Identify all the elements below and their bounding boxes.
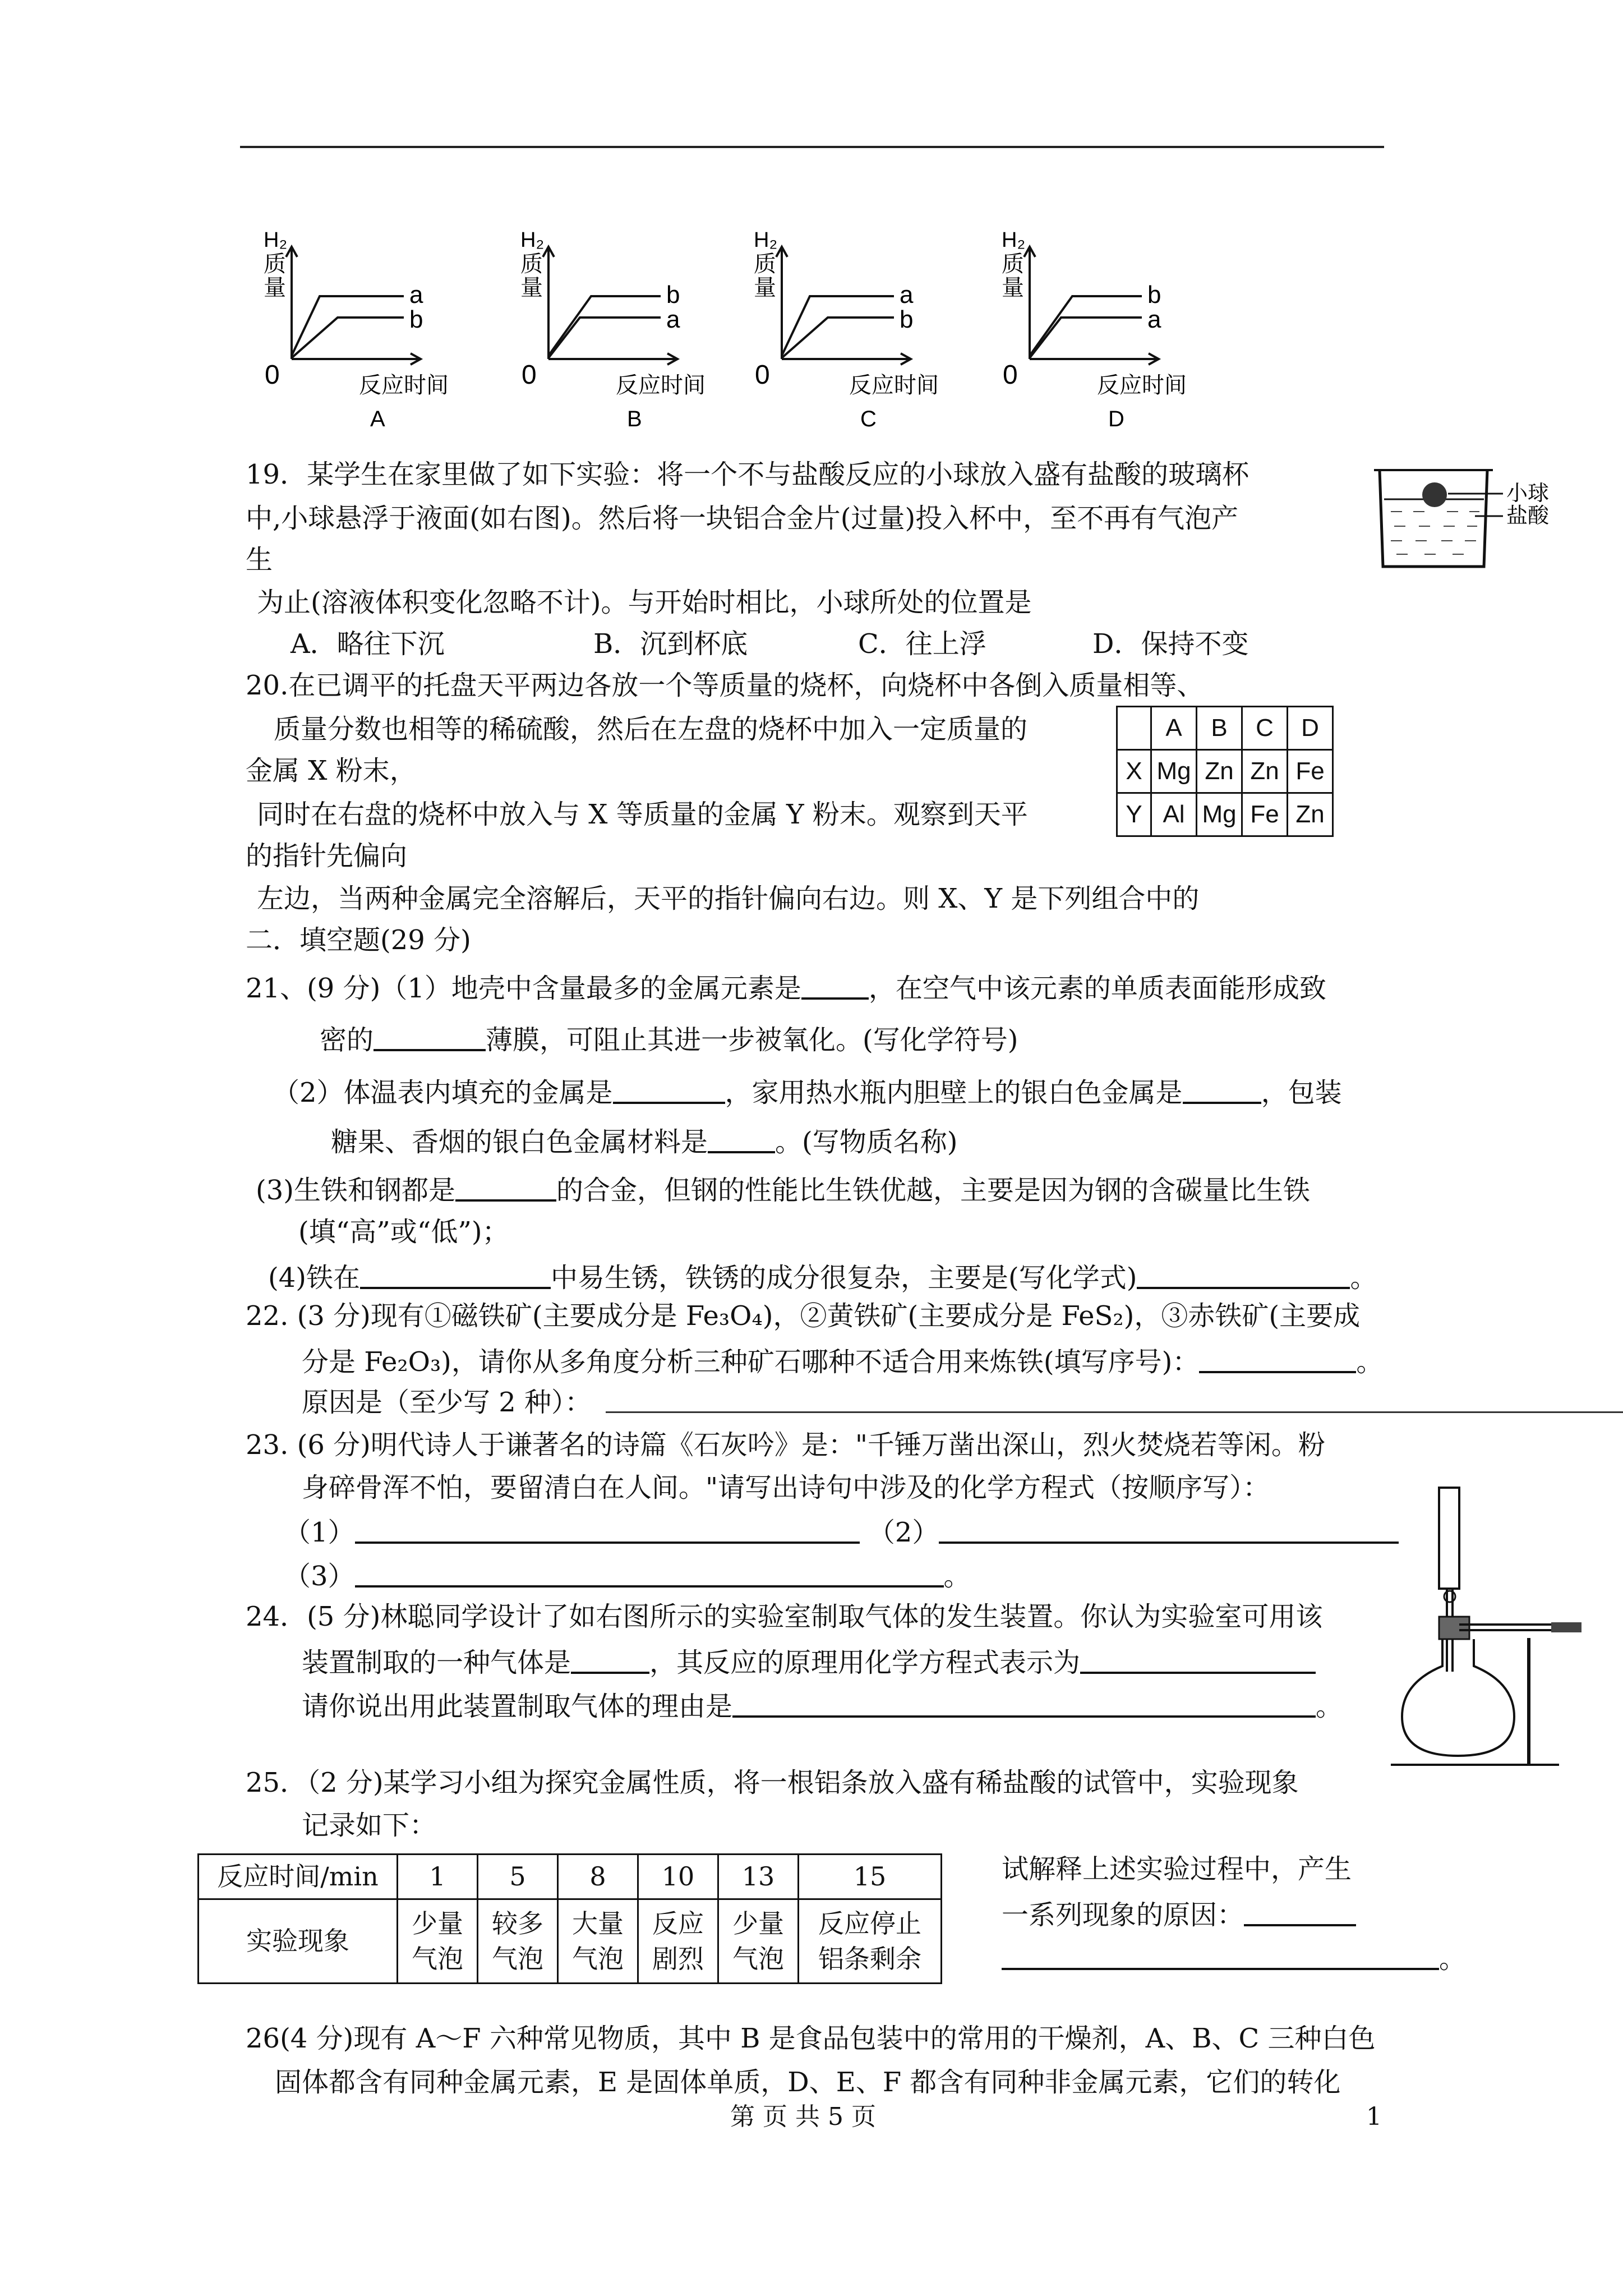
y-axis-label: 量 [520, 275, 543, 300]
answer-blank[interactable] [1244, 1899, 1356, 1926]
q20-metal-table [1116, 706, 1334, 837]
curve-lower-label: b [900, 306, 914, 333]
q19-line3: 生 [246, 544, 273, 576]
q26-line2: 固体都含有同种金属元素，E 是固体单质，D、E、F 都含有同种非金属元素，它们的转化 [275, 2067, 1341, 2098]
curve-upper-label: a [409, 281, 423, 309]
q24-line1: 24．(5 分)林聪同学设计了如右图所示的实验室制取气体的发生装置。你认为实验室可用该 [246, 1601, 1323, 1632]
curve-upper [782, 296, 894, 356]
q22-line1: 22. (3 分)现有①磁铁矿(主要成分是 Fe₃O₄)，②黄铁矿(主要成分是 FeS₂)，③赤铁矿(主要成 [246, 1300, 1361, 1332]
curve-lower-label: a [1147, 306, 1161, 333]
q25-side-line2: 一系列现象的原因： [1002, 1899, 1356, 1929]
answer-blank[interactable] [708, 1126, 775, 1153]
section-2-heading: 二．填空题(29 分) [246, 924, 471, 956]
curve-lower-label: b [409, 306, 423, 333]
q25-line1: 25．（2 分)某学习小组为探究金属性质，将一根铝条放入盛有稀盐酸的试管中，实验现象 [246, 1767, 1299, 1798]
answer-blank[interactable] [1137, 1262, 1350, 1289]
y-axis-label: 量 [1002, 275, 1024, 300]
q20-line6: 左边，当两种金属完全溶解后，天平的指针偏向右边。则 X、Y 是下列组合中的 [257, 883, 1200, 914]
q20-line1: 20.在已调平的托盘天平两边各放一个等质量的烧杯，向烧杯中各倒入质量相等、 [246, 670, 1204, 701]
curve-lower-label: a [666, 306, 680, 333]
y-axis-label: 质 [754, 252, 776, 277]
q22-line2: 分是 Fe₂O₃)，请你从多角度分析三种矿石哪种不适合用来炼铁(填写序号)： 。 [302, 1346, 1384, 1378]
q20-line3: 金属 X 粉末， [246, 755, 417, 786]
q23-eq1: （1） （2） [284, 1517, 1399, 1546]
table-row: Y Al Mg Fe Zn [1117, 793, 1333, 836]
answer-blank[interactable] [374, 1024, 486, 1051]
y-axis-label: 量 [754, 275, 776, 300]
graph-option-label: A [370, 407, 385, 431]
page-footer: 第 页 共 5 页 [730, 2102, 876, 2131]
q25-observation-table [197, 1853, 942, 1984]
graph-option-label: C [860, 407, 877, 431]
q23-eq3: （3） 。 [284, 1561, 971, 1592]
q24-line3: 请你说出用此装置制取气体的理由是 。 [302, 1691, 1343, 1722]
answer-blank[interactable] [732, 1691, 1316, 1718]
q21-line2: 密的 薄膜，可阻止其进一步被氧化。(写化学符号) [320, 1024, 1018, 1056]
beaker-figure [1368, 460, 1604, 578]
ball-icon [1422, 482, 1447, 507]
q22-answer-line[interactable] [606, 1411, 1623, 1413]
table-row: A B C D [1117, 707, 1333, 750]
q20-line5: 的指针先偏向 [246, 840, 408, 872]
x-axis-label: 反应时间 [1097, 373, 1187, 398]
x-axis-label: 反应时间 [359, 373, 449, 398]
graph-option-label: B [627, 407, 642, 431]
curve-lower [548, 318, 661, 358]
answer-blank[interactable] [355, 1517, 860, 1544]
q23-line1: 23. (6 分)明代诗人于谦著名的诗篇《石灰吟》是："千锤万凿出深山，烈火焚烧若等闲。粉 [246, 1429, 1325, 1461]
answer-blank[interactable] [571, 1647, 649, 1674]
origin-label: 0 [265, 360, 280, 390]
y-axis-label: H₂ [754, 228, 778, 252]
q25-line2: 记录如下： [302, 1810, 437, 1841]
gas-apparatus-figure [1391, 1487, 1593, 1767]
answer-blank[interactable] [1199, 1346, 1356, 1373]
curve-upper-label: b [666, 281, 680, 309]
q21-line7: (4)铁在 中易生锈，铁锈的成分很复杂，主要是(写化学式) 。 [268, 1262, 1377, 1294]
q21-line1: 21、(9 分)（1）地壳中含量最多的金属元素是 ，在空气中该元素的单质表面能形成致 [246, 973, 1326, 1004]
x-axis-label: 反应时间 [616, 373, 706, 398]
origin-label: 0 [522, 360, 537, 390]
q24-line2: 装置制取的一种气体是 ，其反应的原理用化学方程式表示为 [302, 1647, 1316, 1676]
q19-line4: 为止(溶液体积变化忽略不计)。与开始时相比，小球所处的位置是 [257, 587, 1032, 618]
y-axis-label: 质 [520, 252, 543, 277]
answer-blank[interactable] [1080, 1647, 1316, 1674]
table-row: X Mg Zn Zn Fe [1117, 750, 1333, 793]
q20-line2: 质量分数也相等的稀硫酸，然后在左盘的烧杯中加入一定质量的 [274, 714, 1028, 745]
curve-lower [782, 318, 894, 358]
origin-label: 0 [1003, 360, 1018, 390]
y-axis-label: H₂ [264, 228, 288, 252]
q21-line4: 糖果、香烟的银白色金属材料是 。(写物质名称) [331, 1126, 958, 1158]
y-axis-label: 质 [264, 252, 286, 277]
q19-option-b: B．沉到杯底 [593, 628, 748, 660]
curve-lower [292, 318, 404, 358]
answer-blank[interactable] [1183, 1077, 1261, 1104]
origin-label: 0 [755, 360, 770, 390]
answer-blank[interactable] [355, 1561, 944, 1588]
q19-option-a: A．略往下沉 [291, 628, 445, 660]
q26-line1: 26(4 分)现有 A～F 六种常见物质，其中 B 是食品包装中的常用的干燥剂，A、B、C 三种白色 [246, 2023, 1376, 2054]
curve-upper-label: a [900, 281, 914, 309]
page-number: 1 [1366, 2102, 1382, 2131]
q21-line5: (3)生铁和钢都是 的合金，但钢的性能比生铁优越，主要是因为钢的含碳量比生铁 [256, 1175, 1311, 1206]
graph-option-label: D [1108, 407, 1124, 431]
y-axis-label: H₂ [1002, 228, 1026, 252]
q19-option-c: C．往上浮 [858, 628, 986, 660]
x-axis-label: 反应时间 [849, 373, 939, 398]
curve-upper [292, 296, 404, 356]
y-axis-label: 量 [264, 275, 286, 300]
answer-blank[interactable] [613, 1077, 725, 1104]
table-row: 实验现象 少量 气泡 较多 气泡 大量 气泡 反应 剧烈 少量 气泡 反应停止 铝条剩余 [199, 1899, 942, 1984]
curve-upper [548, 296, 661, 356]
curve-upper-label: b [1147, 281, 1161, 309]
curve-upper [1030, 296, 1142, 356]
answer-blank[interactable] [939, 1517, 1399, 1544]
q21-line3: （2）体温表内填充的金属是 ，家用热水瓶内胆壁上的银白色金属是 ，包装 [273, 1077, 1342, 1108]
table-row: 反应时间/min 1 5 8 10 13 15 [199, 1855, 942, 1899]
q23-line2: 身碎骨浑不怕，要留清白在人间。"请写出诗句中涉及的化学方程式（按顺序写）： [302, 1472, 1270, 1503]
acid-label: 盐酸 [1506, 504, 1550, 528]
answer-blank[interactable] [360, 1262, 551, 1289]
curve-lower [1030, 318, 1142, 358]
q19-line2: 中,小球悬浮于液面(如右图)。然后将一块铝合金片(过量)投入杯中，至不再有气泡产 [246, 503, 1239, 534]
q19-option-d: D．保持不变 [1092, 628, 1249, 660]
q19-line1: 19．某学生在家里做了如下实验：将一个不与盐酸反应的小球放入盛有盐酸的玻璃杯 [246, 459, 1249, 490]
answer-blank[interactable] [455, 1175, 556, 1202]
y-axis-label: 质 [1002, 252, 1024, 277]
q22-line3: 原因是（至少写 2 种）： [302, 1387, 592, 1418]
answer-blank[interactable] [1002, 1943, 1439, 1970]
y-axis-label: H₂ [520, 228, 545, 252]
q25-side-line3: 。 [1002, 1943, 1466, 1972]
ball-label: 小球 [1506, 482, 1550, 505]
h2-graphs [0, 0, 1623, 449]
q25-side-line1: 试解释上述实验过程中，产生 [1002, 1853, 1352, 1885]
q20-line4: 同时在右盘的烧杯中放入与 X 等质量的金属 Y 粉末。观察到天平 [257, 799, 1028, 830]
answer-blank[interactable] [801, 973, 869, 1000]
q21-line6: (填“高”或“低”)； [298, 1216, 509, 1248]
